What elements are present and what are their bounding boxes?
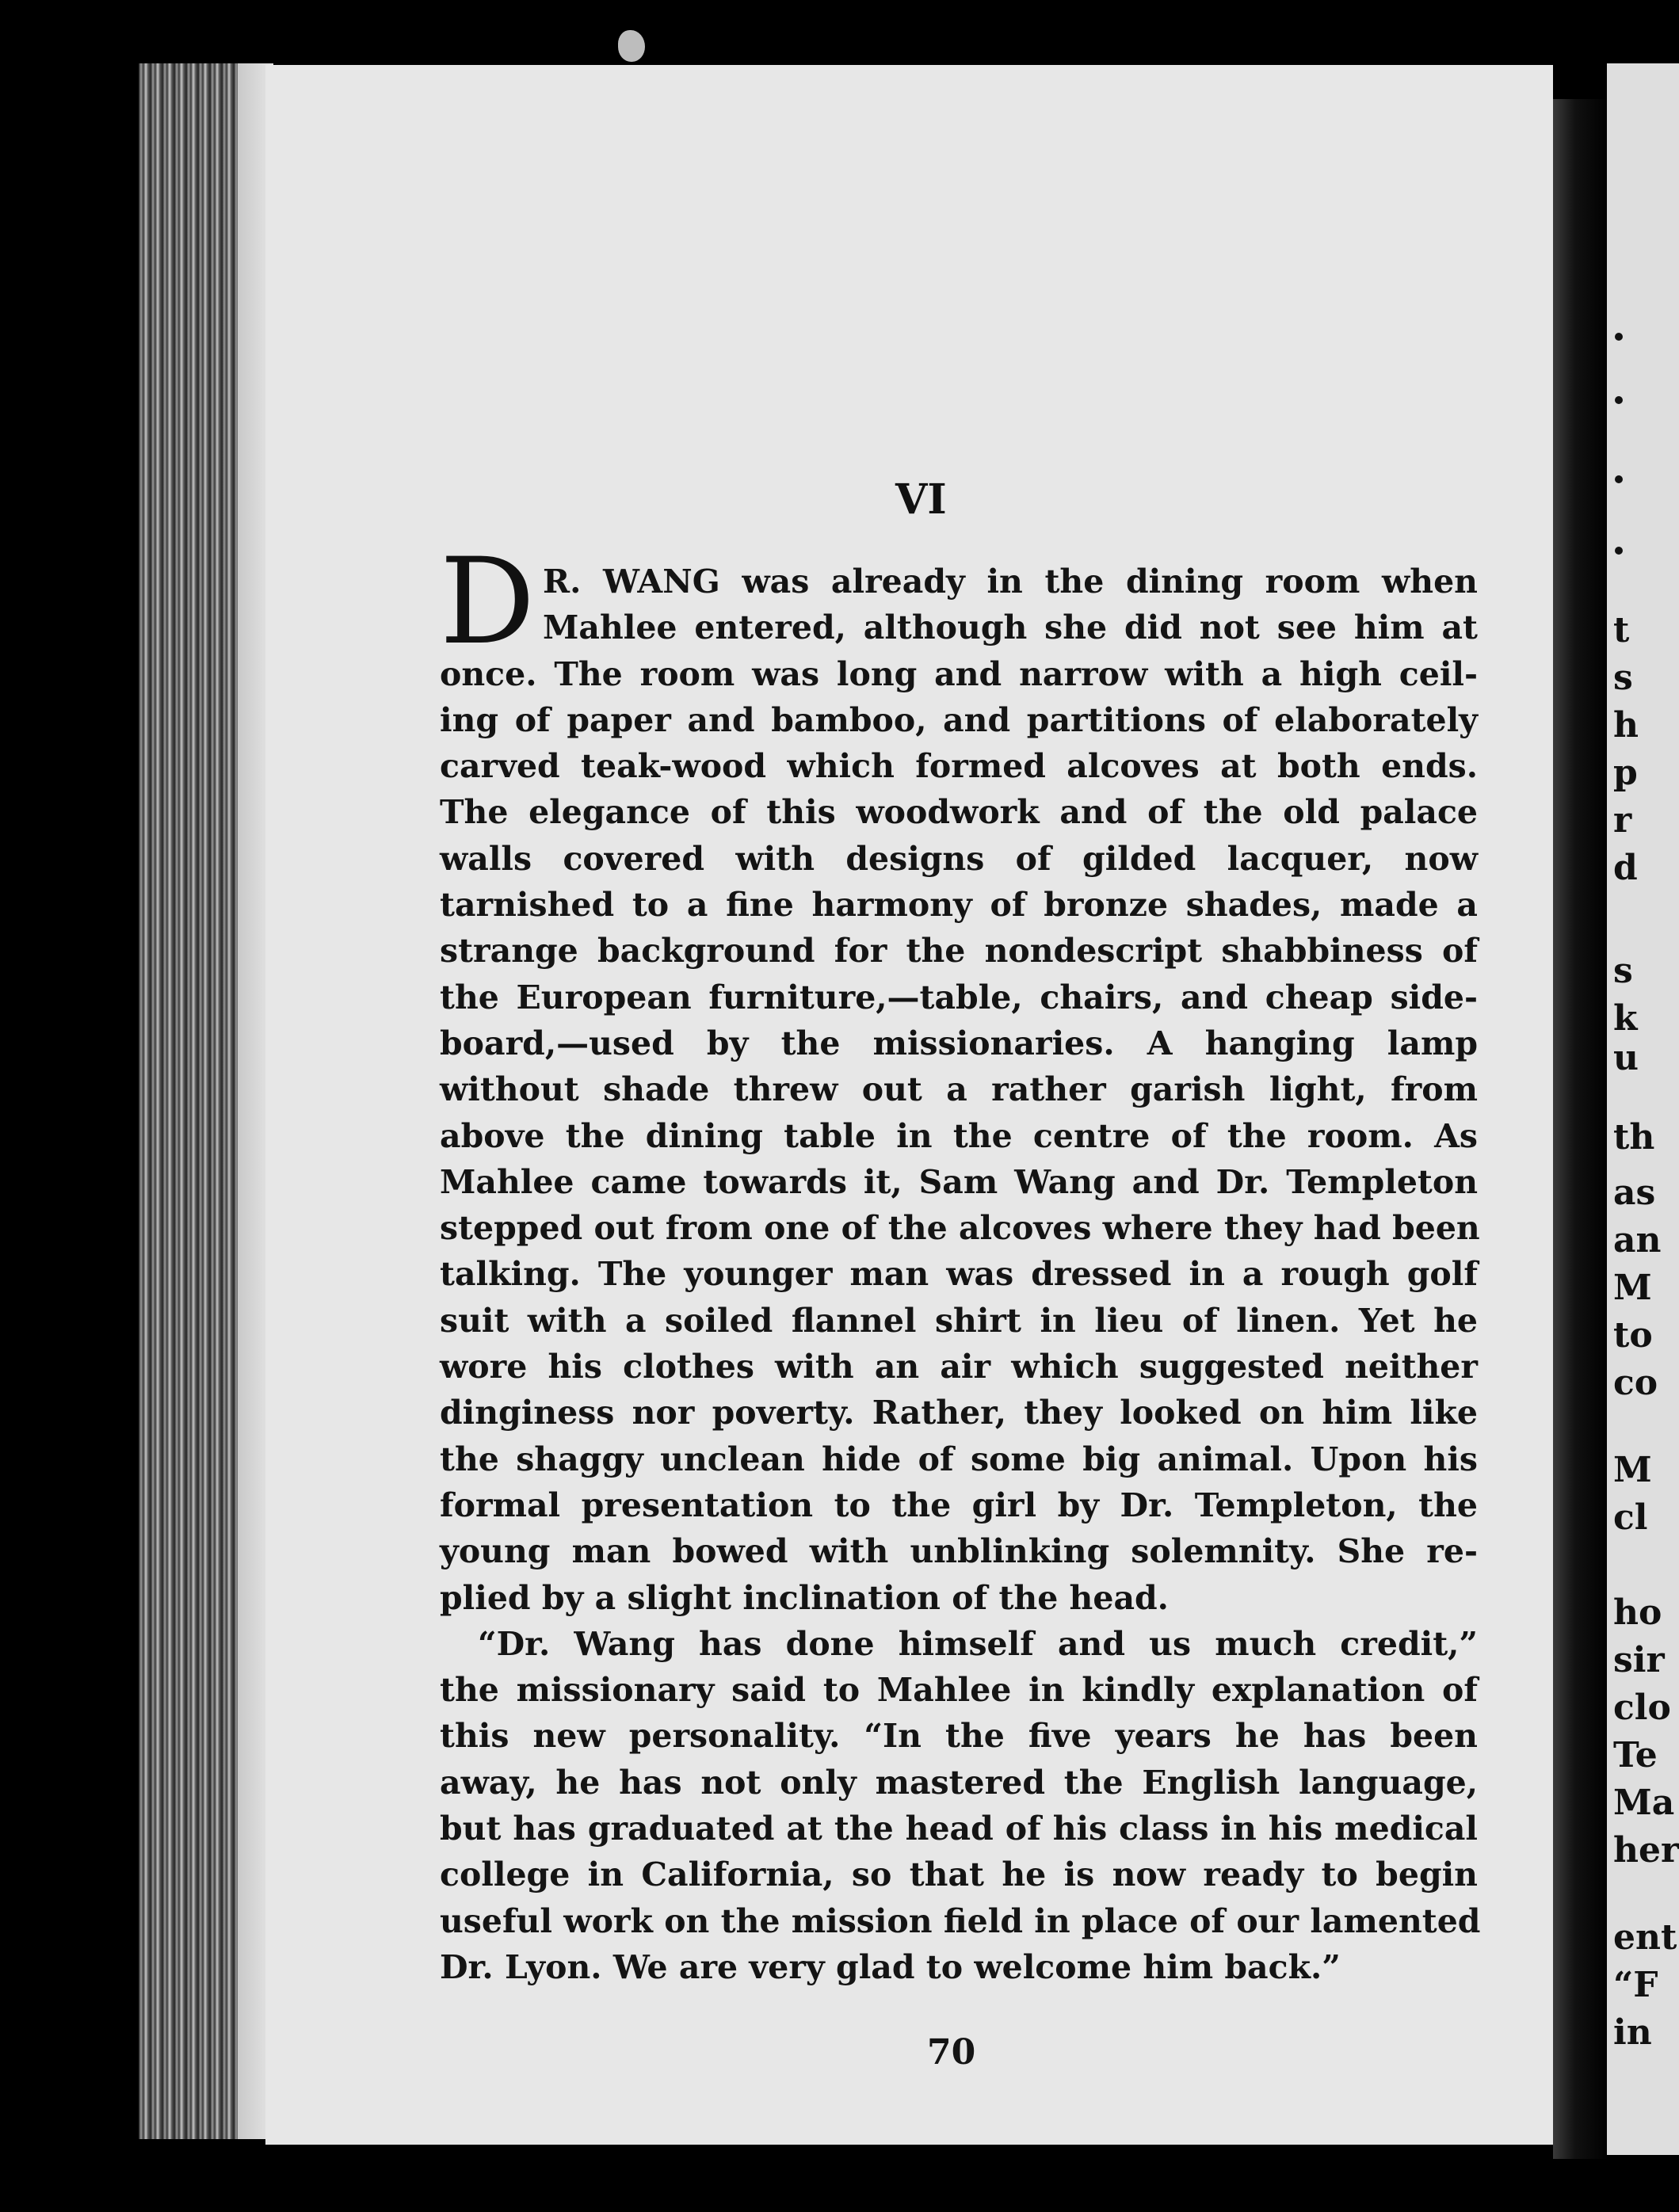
- adjacent-page-fragment: M: [1613, 1268, 1652, 1308]
- text-line: above the dining table in the centre of the room. As: [440, 1116, 1478, 1155]
- adjacent-page-fragment: co: [1613, 1363, 1658, 1403]
- text-line: carved teak-wood which formed alcoves at both ends.: [440, 747, 1478, 786]
- text-line: formal presentation to the girl by Dr. Templeton, the: [440, 1485, 1478, 1524]
- text-line: Mahlee entered, although she did not see him at: [543, 608, 1478, 647]
- adjacent-page-fragment: s: [1613, 658, 1633, 698]
- text-line: the shaggy unclean hide of some big animal. Upon his: [440, 1440, 1478, 1478]
- adjacent-page-fragment: ho: [1613, 1592, 1662, 1633]
- adjacent-page-fragment: as: [1613, 1173, 1656, 1213]
- adjacent-page-fragment: “F: [1613, 1965, 1658, 2005]
- adjacent-page-fragment: sir: [1613, 1640, 1665, 1680]
- text-line: talking. The younger man was dressed in a rough golf: [440, 1255, 1478, 1294]
- adjacent-page-mark: [1615, 475, 1623, 483]
- text-line: The elegance of this woodwork and of the old palace: [440, 793, 1478, 832]
- page-number: 70: [927, 2032, 976, 2073]
- adjacent-page-fragment: ent: [1613, 1917, 1677, 1958]
- book-gutter: [1553, 99, 1608, 2159]
- text-line: but has graduated at the head of his class in his medical: [440, 1810, 1478, 1848]
- adjacent-page-mark: [1615, 333, 1623, 341]
- adjacent-page-fragment: th: [1613, 1117, 1655, 1157]
- adjacent-page-fragment: in: [1613, 2012, 1652, 2053]
- scan-speck: [618, 30, 645, 62]
- text-line: strange background for the nondescript shabbiness of: [440, 932, 1478, 971]
- chapter-heading: VI: [895, 475, 947, 524]
- text-line: the missionary said to Mahlee in kindly explanation of: [440, 1671, 1478, 1710]
- adjacent-page-mark: [1615, 396, 1623, 404]
- adjacent-page-fragment: cl: [1613, 1497, 1648, 1538]
- text-line: useful work on the mission field in place of our lamented: [440, 1901, 1481, 1940]
- text-line: college in California, so that he is now ready to begin: [440, 1855, 1478, 1894]
- text-line: the European furniture,—table, chairs, and cheap side-: [440, 978, 1478, 1016]
- adjacent-page-fragment: r: [1613, 800, 1632, 841]
- adjacent-page-fragment: her: [1613, 1830, 1679, 1871]
- text-line: walls covered with designs of gilded lacquer, now: [440, 839, 1478, 878]
- text-line: stepped out from one of the alcoves where they had been: [440, 1209, 1480, 1248]
- body-text: [440, 559, 1481, 1990]
- adjacent-page-fragment: s: [1613, 951, 1633, 991]
- adjacent-page-fragment: to: [1613, 1315, 1653, 1356]
- adjacent-page-fragment: Ma: [1613, 1783, 1675, 1823]
- adjacent-page-fragment: k: [1613, 998, 1638, 1039]
- adjacent-page-fragment: d: [1613, 848, 1638, 888]
- adjacent-page-fragment: clo: [1613, 1688, 1671, 1728]
- adjacent-page-fragment: Te: [1613, 1735, 1658, 1775]
- adjacent-page-mark: [1615, 547, 1623, 555]
- text-line: board,—used by the missionaries. A hanging lamp: [440, 1024, 1478, 1062]
- adjacent-page-fragment: M: [1613, 1450, 1652, 1490]
- text-line: ing of paper and bamboo, and partitions of elaborately: [440, 700, 1478, 739]
- text-line: tarnished to a fine harmony of bronze shades, made a: [440, 886, 1478, 925]
- text-line: suit with a soiled flannel shirt in lieu of linen. Yet he: [440, 1301, 1478, 1340]
- text-line: once. The room was long and narrow with a high ceil-: [440, 654, 1478, 693]
- drop-cap: D: [440, 533, 536, 671]
- text-line: Dr. Lyon. We are very glad to welcome him back.”: [440, 1947, 1341, 1986]
- text-line: “Dr. Wang has done himself and us much credit,”: [478, 1624, 1478, 1663]
- text-line: plied by a slight inclination of the head.: [440, 1578, 1169, 1617]
- text-line: Mahlee came towards it, Sam Wang and Dr. Templeton: [440, 1162, 1478, 1201]
- text-line: without shade threw out a rather garish light, from: [440, 1070, 1478, 1109]
- adjacent-page-fragment: t: [1613, 610, 1630, 650]
- text-line: away, he has not only mastered the English language,: [440, 1763, 1478, 1802]
- text-line: young man bowed with unblinking solemnity. She re-: [440, 1532, 1478, 1571]
- adjacent-page-fragment: an: [1613, 1220, 1662, 1260]
- adjacent-page: [1607, 63, 1679, 2155]
- adjacent-page-fragment: u: [1613, 1038, 1639, 1078]
- text-line: R. WANG was already in the dining room when: [543, 563, 1478, 601]
- adjacent-page-fragment: h: [1613, 705, 1639, 746]
- text-line: dinginess nor poverty. Rather, they looked on him like: [440, 1394, 1478, 1432]
- text-line: this new personality. “In the five years he has been: [440, 1717, 1478, 1756]
- text-line: wore his clothes with an air which suggested neither: [440, 1348, 1478, 1386]
- adjacent-page-fragment: p: [1613, 753, 1638, 793]
